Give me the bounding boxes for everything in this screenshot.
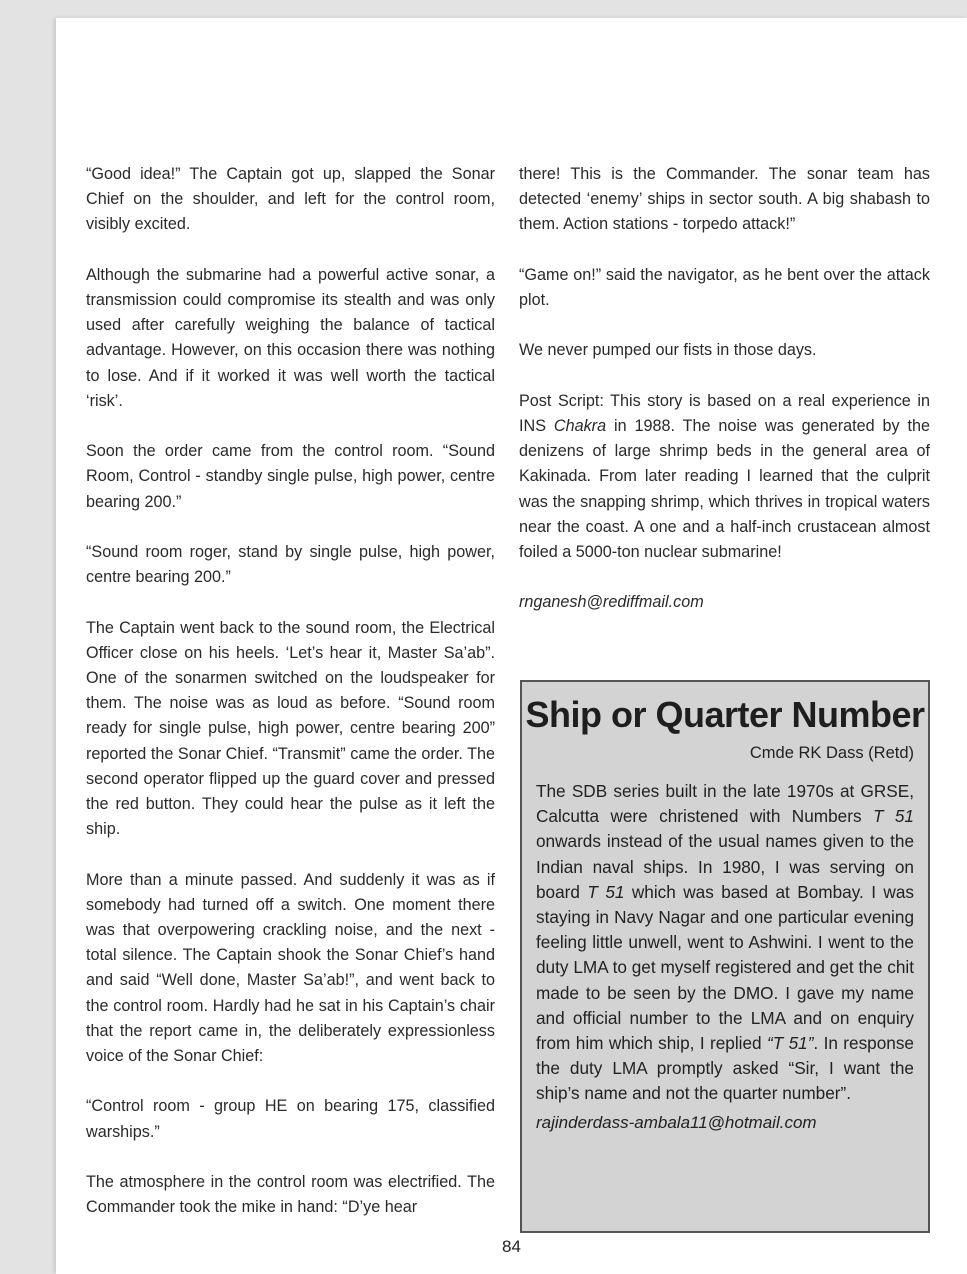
postscript-text-a: Post Script: This story is based on a real experience in INS [519, 391, 930, 435]
box-body-text-2: onwards instead of the usual names given to the Indian naval ships. In 1980, I was serving on board [536, 831, 914, 902]
box-title: Ship or Quarter Number [525, 694, 925, 735]
postscript-text-b: in 1988. The noise was generated by the denizens of large shrimp beds in the general area of Kakinada. From later reading I learned that the culprit was the snapping shrimp, which thrives in tropical waters near the coast. A one and a half-inch crustacean almost foiled a 5000-ton nuclear submarine! [519, 416, 930, 561]
left-paragraph-5: The Captain went back to the sound room, the Electrical Officer close on his heels. ‘Let’s hear it, Master Sa’ab”. One of the sonarmen switched on the loudspeaker for them. The noise was as loud as before. “Sound room ready for single pulse, high power, centre bearing 200” reported the Sonar Chief. “Transmit” came the order. The second operator flipped up the guard cover and pressed the red button. They could hear the pulse as it left the ship. [86, 618, 495, 839]
left-paragraph-8: The atmosphere in the control room was electrified. The Commander took the mike in hand: “D’ye hear [86, 1173, 495, 1217]
left-paragraph-4: “Sound room roger, stand by single pulse, high power, centre bearing 200.” [86, 543, 495, 587]
ship-number-italic-3: “T 51” [766, 1033, 814, 1054]
ship-name-italic: Chakra [553, 416, 607, 435]
ship-number-italic-2: T 51 [587, 881, 625, 902]
left-column [86, 162, 495, 1246]
page-number: 84 [502, 1237, 521, 1256]
box-body-text-4: . In response the duty LMA promptly asked “Sir, I want the ship’s name and not the quarter number”. [536, 1033, 914, 1104]
box-author-email[interactable]: rajinderdass-ambala11@hotmail.com [536, 1112, 817, 1132]
sidebar-box [520, 680, 930, 1233]
left-paragraph-3: Soon the order came from the control room. “Sound Room, Control - standby single pulse, high power, centre bearing 200.” [86, 442, 495, 511]
document-page [56, 18, 967, 1274]
right-column [519, 162, 930, 641]
ship-number-italic-1: T 51 [872, 806, 914, 827]
left-paragraph-2: Although the submarine had a powerful active sonar, a transmission could compromise its stealth and was only used after carefully weighing the balance of tactical advantage. However, on this occasion there was nothing to lose. And if it worked it was well worth the tactical ‘risk’. [86, 265, 495, 410]
box-body [536, 779, 914, 1107]
right-paragraph-postscript [519, 389, 930, 565]
box-body-text-3: which was based at Bombay. I was staying in Navy Nagar and one particular evening feeling little unwell, went to Ashwini. I went to the duty LMA to get myself registered and get the chit made to be seen by the DMO. I gave my name and official number to the LMA and on enquiry from him which ship, I replied [536, 881, 914, 1054]
right-paragraph-3: We never pumped our fists in those days. [519, 341, 817, 360]
box-author: Cmde RK Dass (Retd) [749, 744, 914, 762]
left-paragraph-6: More than a minute passed. And suddenly it was as if somebody had turned off a switch. One moment there was that overpowering crackling noise, and the next - total silence. The Captain shook the Sonar Chief’s hand and said “Well done, Master Sa’ab!”, and went back to the control room. Hardly had he sat in his Captain’s chair that the report came in, the deliberately expressionless voice of the Sonar Chief: [86, 870, 495, 1066]
left-paragraph-7: “Control room - group HE on bearing 175, classified warships.” [86, 1097, 495, 1141]
right-paragraph-1: there! This is the Commander. The sonar team has detected ‘enemy’ ships in sector south. A big shabash to them. Action stations - torpedo attack!” [519, 165, 930, 234]
author-email[interactable]: rnganesh@rediffmail.com [519, 593, 704, 612]
left-paragraph-1: “Good idea!” The Captain got up, slapped the Sonar Chief on the shoulder, and left for the control room, visibly excited. [86, 165, 495, 234]
box-body-text-1: The SDB series built in the late 1970s at GRSE, Calcutta were christened with Numbers [536, 781, 914, 827]
right-paragraph-2: “Game on!” said the navigator, as he bent over the attack plot. [519, 265, 930, 309]
